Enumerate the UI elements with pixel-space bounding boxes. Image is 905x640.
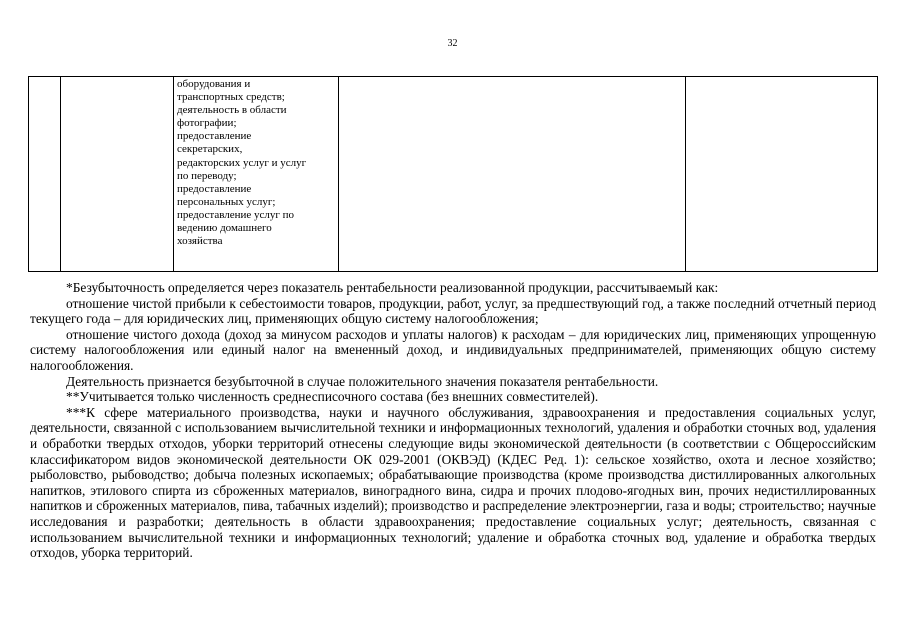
cell-line: предоставление услуг по xyxy=(177,208,295,221)
table-cell-empty xyxy=(686,77,878,272)
cell-line: фотографии; xyxy=(177,117,237,130)
footnote-simplified-tax-system: отношение чистого дохода (доход за минусом расходов и уплаты налогов) к расходам – для юридических лиц, применяющих упрощенную систему налогообложения или единый налог на вмененный доход, и индивидуальных предпринимателей, применяющих общую систему налогообложения. xyxy=(30,326,876,373)
footnote-headcount: **Учитывается только численность среднесписочного состава (без внешних совместителей). xyxy=(66,389,599,405)
cell-line: предоставление xyxy=(177,130,252,143)
cell-line: персональных услуг; xyxy=(177,195,276,208)
footnote-activity-types: ***К сфере материального производства, науки и научного обслуживания, здравоохранения и предоставления социальных услуг, деятельности, связанной с использованием вычислительной техники и информационных технологий, удаления и обработки сточных вод, удаления и обработки твердых отходов, уборки территорий отнесены следующие виды экономической деятельности (в соответствии с Общероссийским классификатором видов экономической деятельности ОК 029-2001 (ОКВЭД) (КДЕС Ред. 1): сельское хозяйство, охота и лесное хозяйство; рыболовство, рыбоводство; добыча полезных ископаемых; обрабатывающие производства (кроме производства дистиллированных алкогольных напитков, этилового спирта из сброженных материалов, виноградного вина, сидра и прочих плодово-ягодных вин, прочих недистиллированных напитков и сброженных материалов, пива, табачных изделий); производство и распределение электроэнергии, газа и воды; строительство; научные исследования и разработки; деятельность в области здравоохранения; предоставление социальных услуг; деятельность, связанная с использованием вычислительной техники и информационных технологий; удаление и обработка сточных вод, удаление и обработка твердых отходов, уборка территорий. xyxy=(30,404,876,561)
table-row xyxy=(29,77,878,272)
cell-line: по переводу; xyxy=(177,169,237,182)
table-cell-number xyxy=(29,77,61,272)
table-fragment xyxy=(28,76,878,272)
footnote-general-tax-system: отношение чистой прибыли к себестоимости товаров, продукции, работ, услуг, за предшествующий год, а также последний отчетный период текущего года – для юридических лиц, применяющих общую систему налогообложения; xyxy=(30,295,876,327)
cell-line: деятельность в области xyxy=(177,104,287,117)
table-cell-activities xyxy=(174,77,339,272)
footnote-breakeven-definition: *Безубыточность определяется через показатель рентабельности реализованной продукции, рассчитываемый как: xyxy=(66,280,719,295)
table-cell-empty xyxy=(61,77,174,272)
cell-line: секретарских, xyxy=(177,143,243,156)
page-number: 32 xyxy=(447,38,458,49)
cell-line: предоставление xyxy=(177,182,252,195)
cell-line: оборудования и xyxy=(177,78,251,90)
cell-line: транспортных средств; xyxy=(177,91,285,104)
cell-line: ведению домашнего xyxy=(177,222,272,235)
footnote-breakeven-condition: Деятельность признается безубыточной в случае положительного значения показателя рентабельности. xyxy=(66,373,659,389)
table-cell-empty xyxy=(339,77,686,272)
cell-line: хозяйства xyxy=(177,235,223,248)
footnotes xyxy=(30,280,876,561)
cell-line: редакторских услуг и услуг xyxy=(177,156,307,169)
